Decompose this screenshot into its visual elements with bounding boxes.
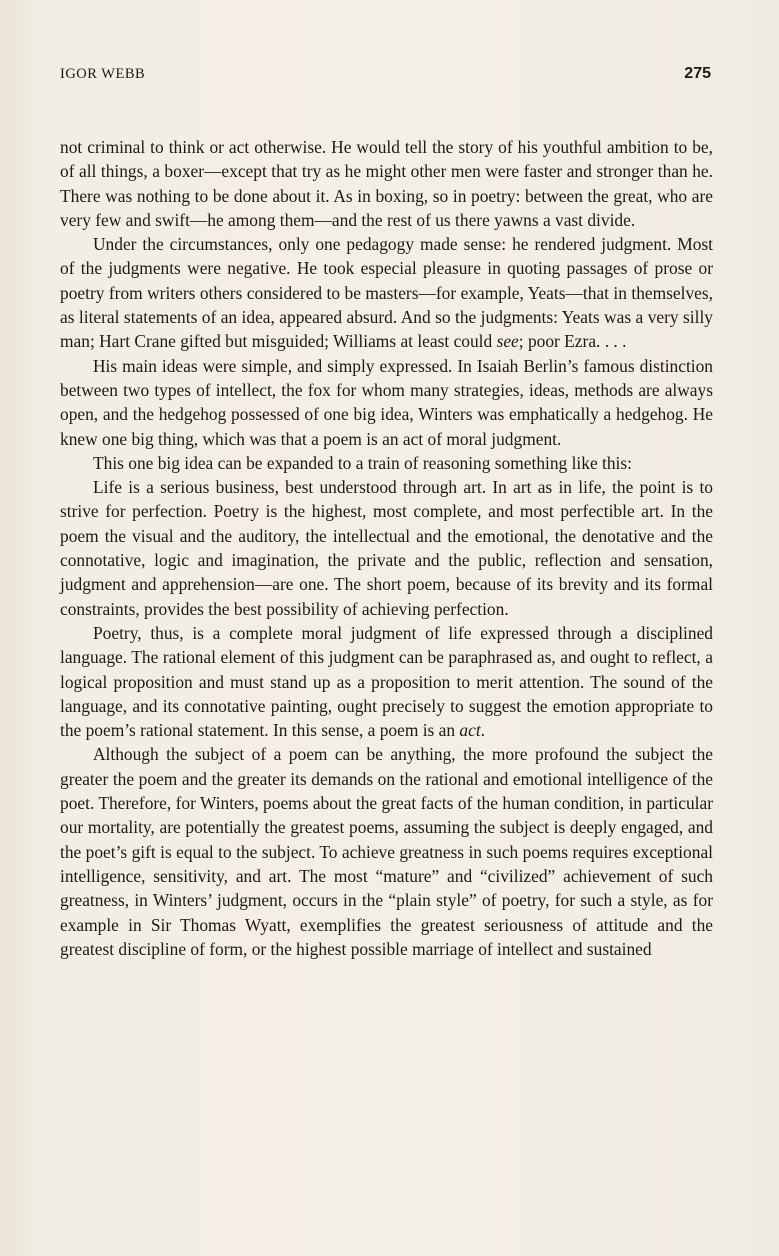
paragraph-text: Under the circumstances, only one pedagogy made sense: he rendered judgment. Most of the judgments were negative. He took especial pleasure in quoting passages of prose or poetry from writers others considered to be masters—for example, Yeats—that in themselves, as literal statements of an idea, appeared absurd. And so the judgments: Yeats was a very silly man; Hart Crane gifted but misguided; Williams at least could [60,234,713,352]
body-text [60,135,713,961]
paragraph-text: This one big idea can be expanded to a train of reasoning something like this: [93,452,632,473]
page-number: 275 [684,65,711,82]
paragraph-text: Poetry, thus, is a complete moral judgment of life expressed through a disciplined language. The rational element of this judgment can be paraphrased as, and ought to reflect, a logical proposition and must stand up as a proposition to merit attention. The sound of the language, and its connotative painting, ought precisely to suggest the emotion appropriate to the poem’s rational statement. In this sense, a poem is an [60,622,713,741]
paragraph-text: Although the subject of a poem can be anything, the more profound the subject the greater the poem and the greater its demands on the rational and emotional intelligence of the poet. Therefore, for Winters, poems about the great facts of the human condition, in particular our mortality, are potentially the greatest poems, assuming the subject is deeply engaged, and the poet’s gift is equal to the subject. To achieve greatness in such poems requires exceptional intelligence, sensitivity, and art. The most “mature” and “civilized” achievement of such greatness, in Winters’ judgment, occurs in the “plain style” of poetry, for such a style, as for example in Sir Thomas Wyatt, exemplifies the greatest seriousness of attitude and the greatest discipline of form, or the highest possible marriage of intellect and sustained [60,744,713,959]
paragraph-italic-text: see [496,331,519,352]
paragraph-italic-text: act [459,720,481,741]
paragraph [60,232,713,353]
running-head-author: IGOR WEBB [60,66,146,82]
paragraph [60,135,713,232]
running-head [60,66,711,88]
paragraph [60,742,713,961]
paragraph-text: not criminal to think or act otherwise. He would tell the story of his youthful ambition to be, of all things, a boxer—except that try as he might other men were faster and stronger than he. There was nothing to be done about it. As in boxing, so in poetry: between the great, who are very few and swift—he among them—and the rest of us there yawns a vast divide. [60,137,713,230]
paragraph [60,621,713,742]
paragraph-text: ; poor Ezra. . . . [518,331,627,352]
paragraph-text: Life is a serious business, best understood through art. In art as in life, the point is to strive for perfection. Poetry is the highest, most complete, and most perfectible art. In the poem the visual and the auditory, the intellectual and the emotional, the denotative and the connotative, logic and imagination, the private and the public, reflection and sensation, judgment and apprehension—are one. The short poem, because of its brevity and its formal constraints, provides the best possibility of achieving perfection. [60,477,713,619]
paragraph [60,475,713,621]
paragraph-text: His main ideas were simple, and simply expressed. In Isaiah Berlin’s famous distinction between two types of intellect, the fox for whom many strategies, ideas, methods are always open, and the hedgehog possessed of one big idea, Winters was emphatically a hedgehog. He knew one big thing, which was that a poem is an act of moral judgment. [60,355,713,449]
paragraph [60,451,713,475]
paragraph-text: . [480,720,486,741]
paragraph [60,354,713,451]
